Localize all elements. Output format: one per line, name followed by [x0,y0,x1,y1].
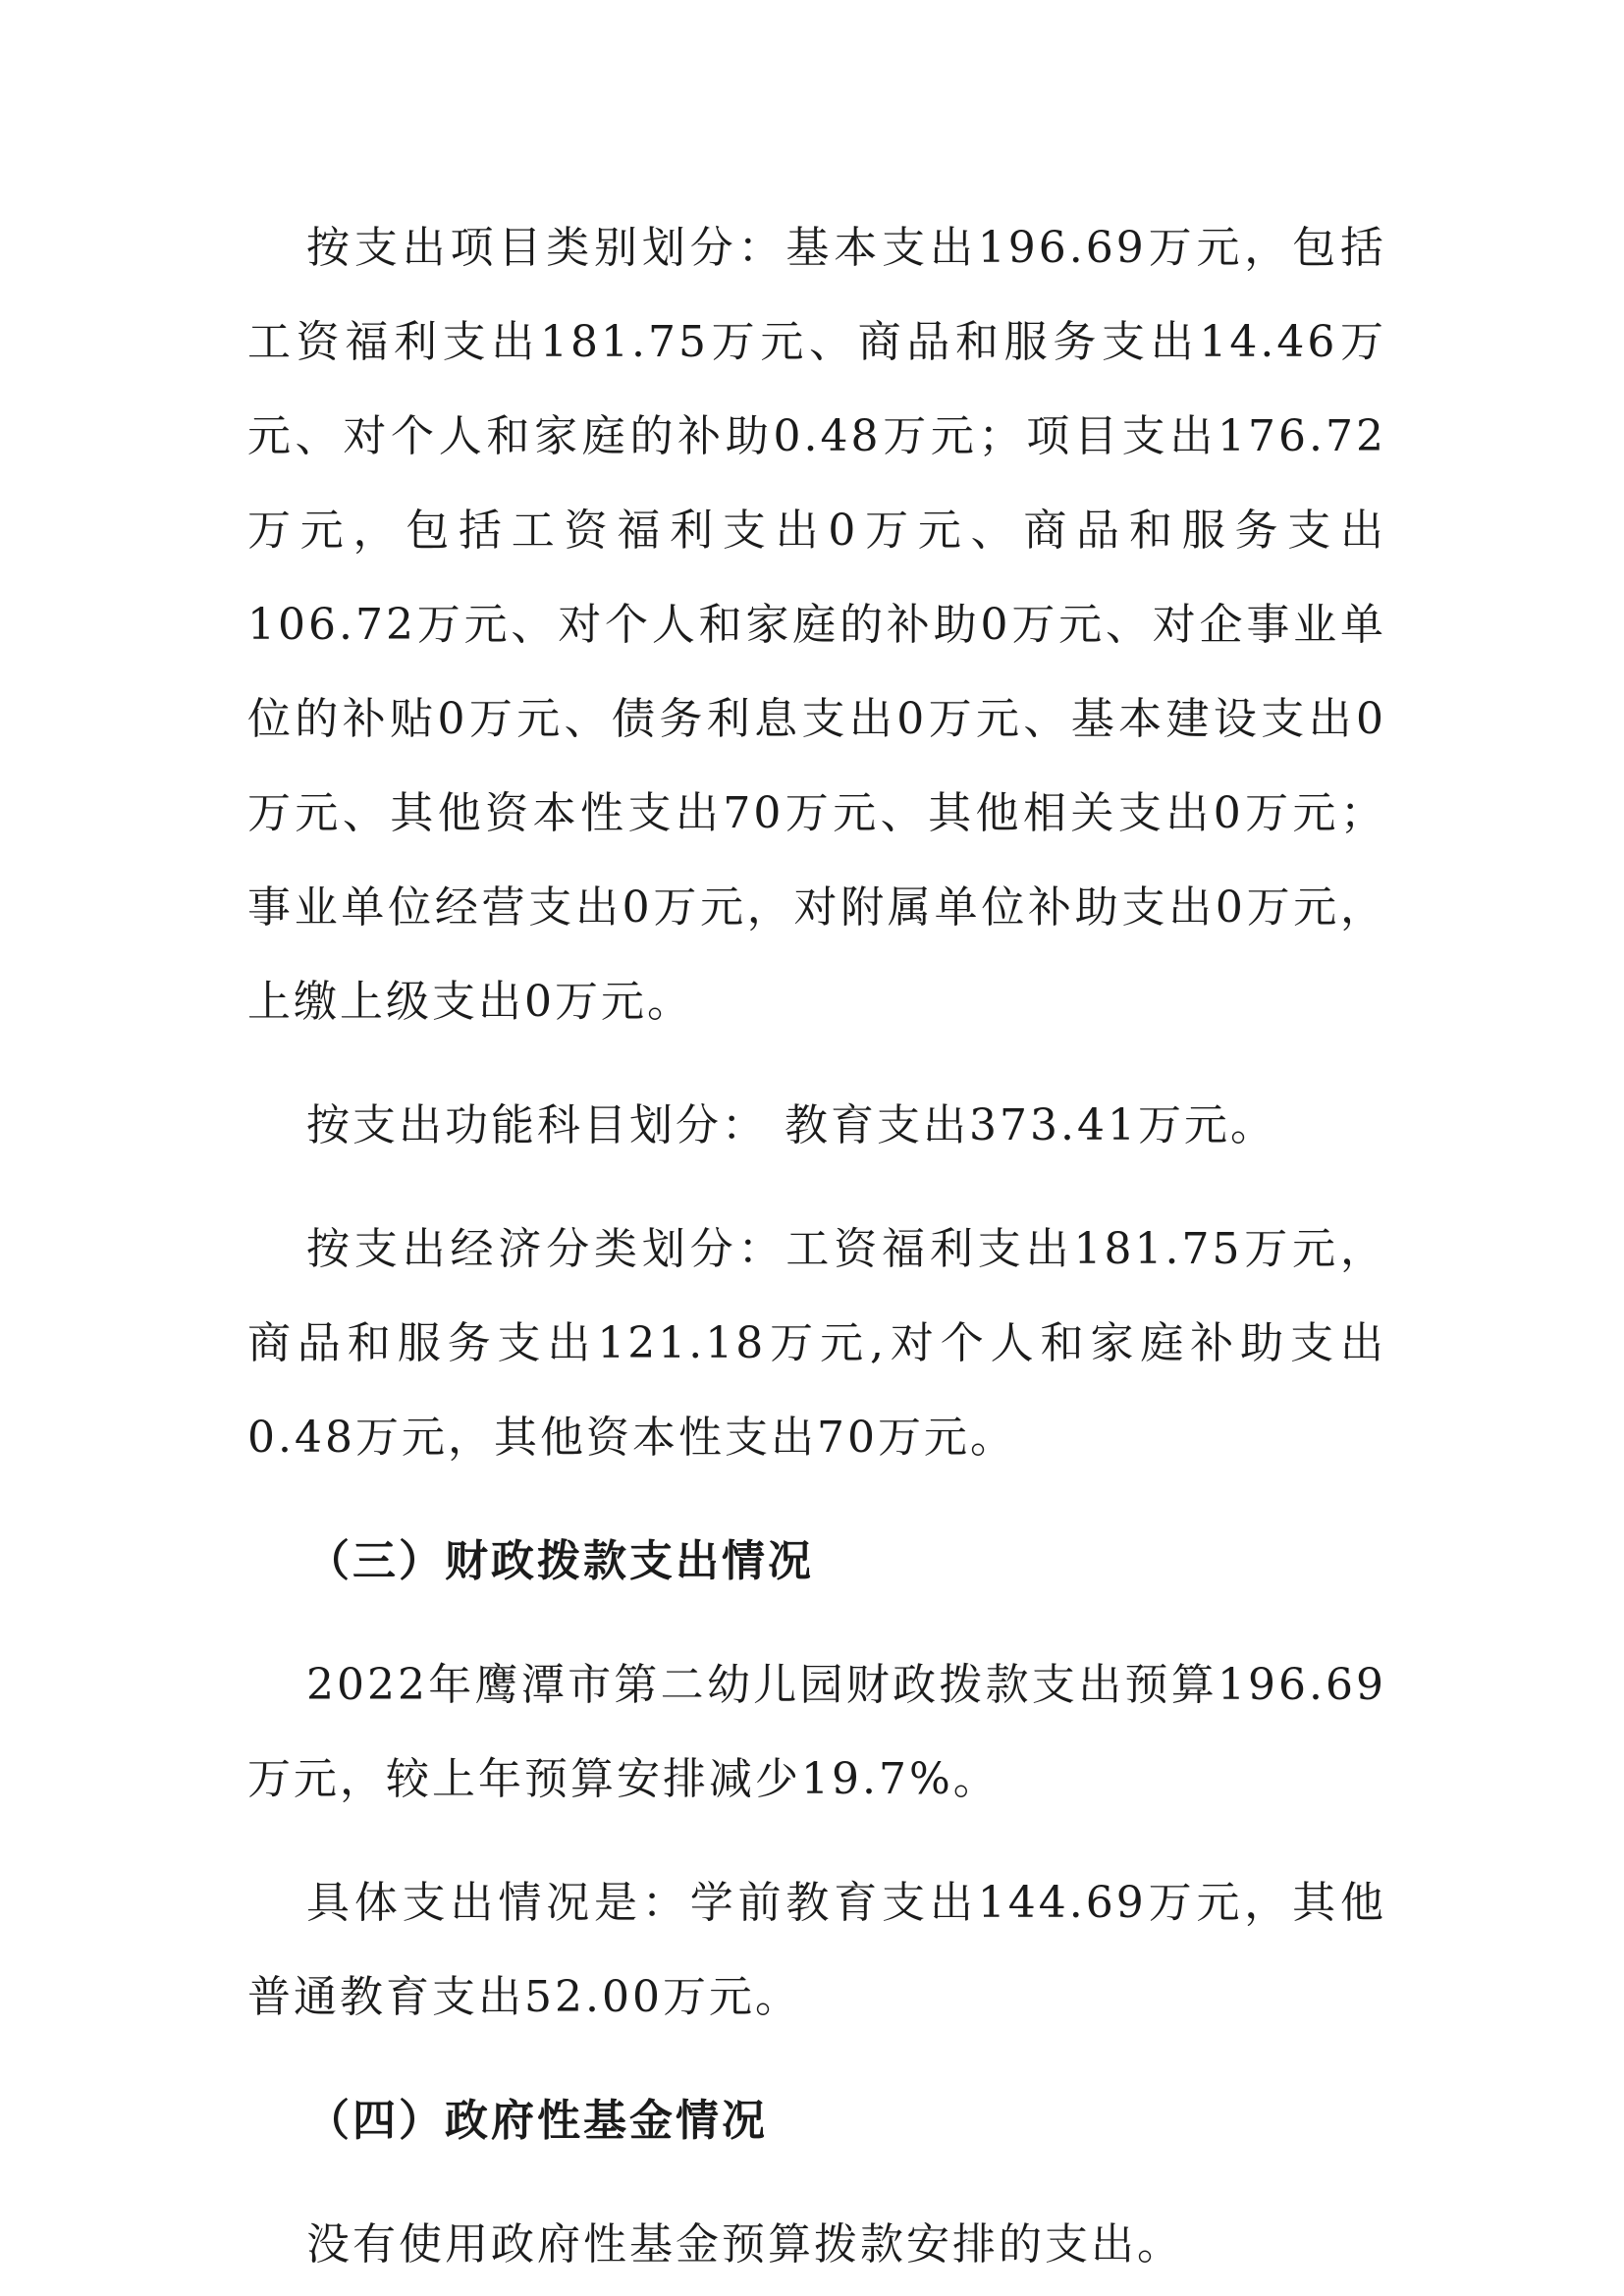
paragraph-spacer [247,1609,1386,1638]
paragraph-spacer [247,2045,1386,2074]
paragraph-spacer [247,1827,1386,1856]
section-heading-fiscal-appropriation: （三）财政拨款支出情况 [306,1536,814,1586]
paragraph-spacer [247,2168,1386,2198]
paragraph-expenditure-by-category: 按支出项目类别划分：基本支出196.69万元，包括工资福利支出181.75万元、商品和服务支出14.46万元、对个人和家庭的补助0.48万元；项目支出176.72万元，包括工资福利支出0万元、商品和服务支出106.72万元、对个人和家庭的补助0万元、对企事业单位的补贴0万元、债务利息支出0万元、基本建设支出0万元、其他资本性支出70万元、其他相关支出0万元；事业单位经营支出0万元，对附属单位补助支出0万元，上缴上级支出0万元。 [247,223,1386,1027]
document-body [247,201,1386,2292]
paragraph-expenditure-by-function: 按支出功能科目划分： 教育支出373.41万元。 [306,1100,1276,1150]
paragraph-specific-expenditure: 具体支出情况是：学前教育支出144.69万元，其他普通教育支出52.00万元。 [247,1878,1386,2022]
paragraph-expenditure-by-economic-class: 按支出经济分类划分：工资福利支出181.75万元，商品和服务支出121.18万元,对个人和家庭补助支出0.48万元，其他资本性支出70万元。 [247,1224,1386,1463]
paragraph-spacer [247,1485,1386,1515]
paragraph-government-fund-note: 没有使用政府性基金预算拨款安排的支出。 [306,2219,1183,2269]
paragraph-fiscal-appropriation-budget: 2022年鹰潭市第二幼儿园财政拨款支出预算196.69 万元，较上年预算安排减少19.7%。 [247,1660,1386,1804]
section-heading-government-fund: （四）政府性基金情况 [306,2096,768,2146]
paragraph-spacer [247,1173,1386,1202]
paragraph-spacer [247,1049,1386,1079]
